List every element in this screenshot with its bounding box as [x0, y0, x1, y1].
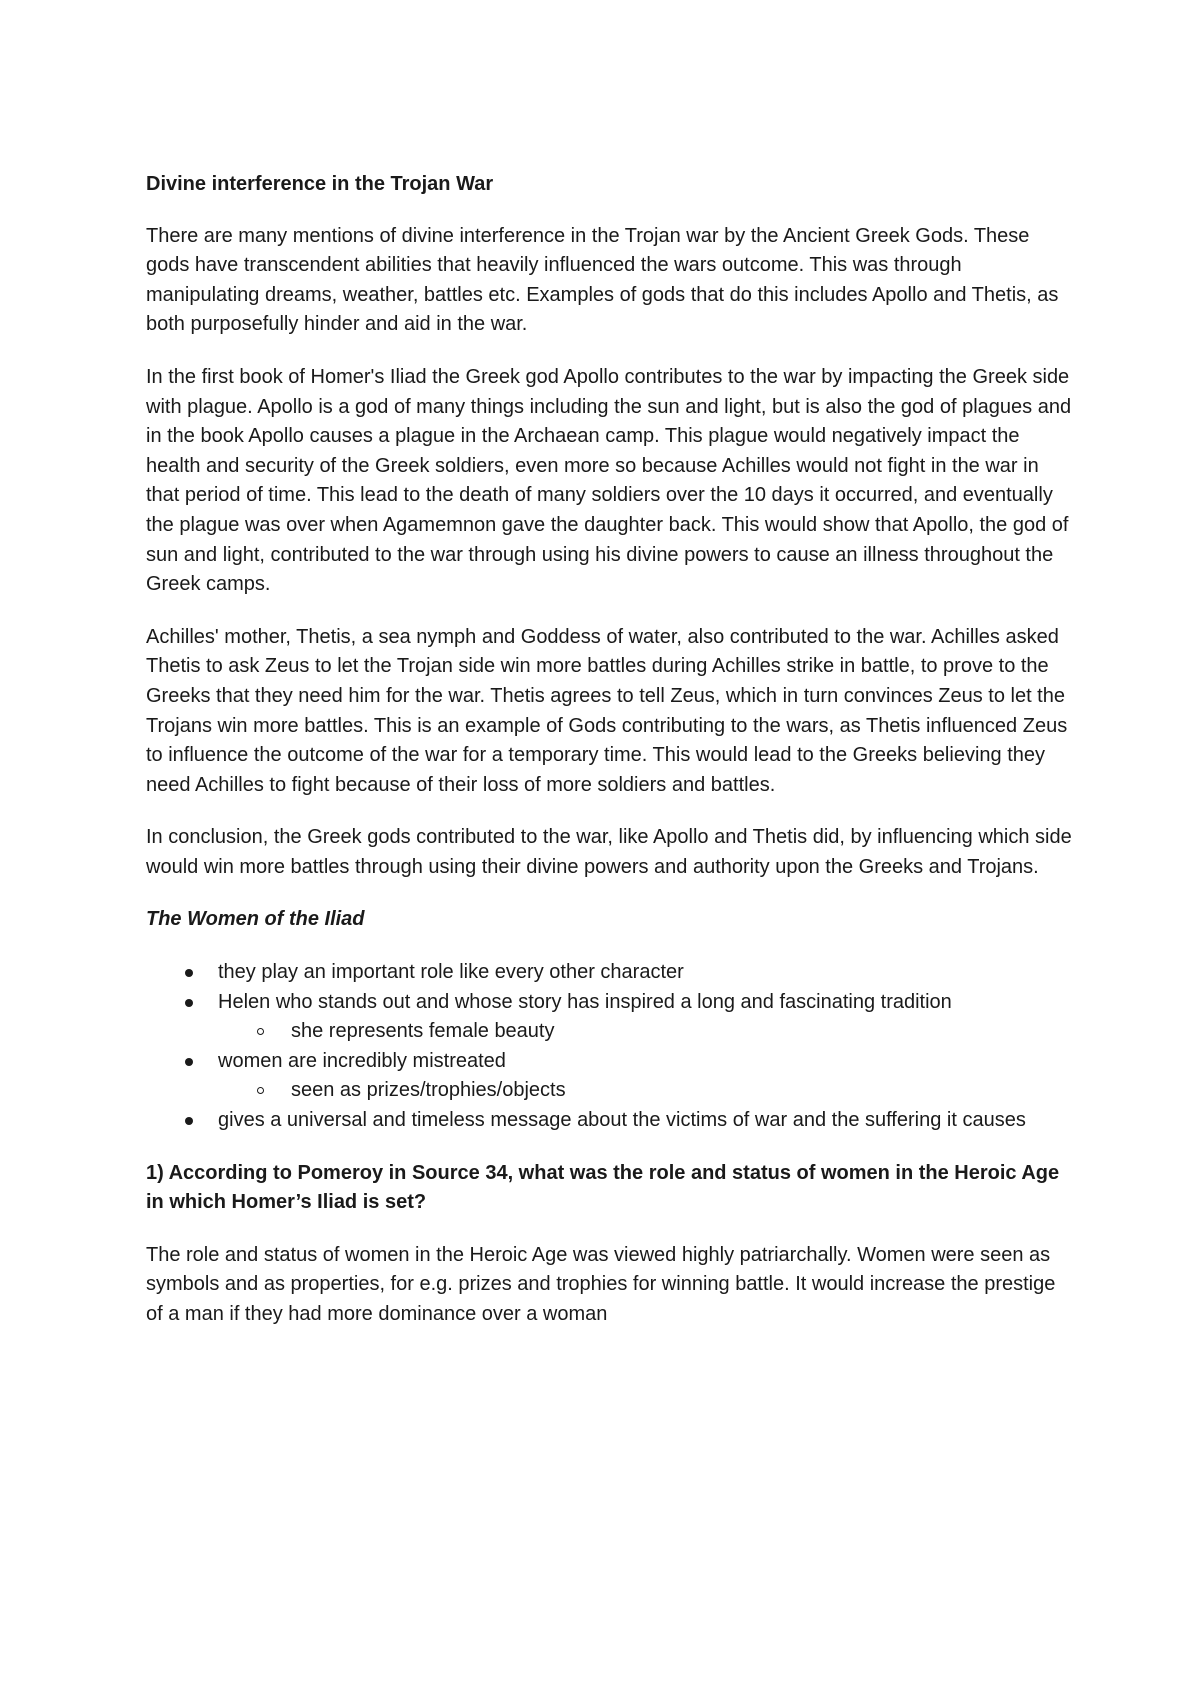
paragraph-thetis: Achilles' mother, Thetis, a sea nymph and Goddess of water, also contributed to the war. Achilles asked Thetis to ask Zeus to let the Trojan side win more battles during Achilles strike in battle, to prove to the Greeks that they need him for the war. Thetis agrees to tell Zeus, which in turn convinces Zeus to let the Trojans win more battles. This is an example of Gods contributing to the wars, as Thetis influenced Zeus to influence the outcome of the war for a temporary time. This would lead to the Greeks believing they need Achilles to fight because of their loss of more soldiers and battles.	[146, 625, 1068, 796]
sub-list-item	[218, 1017, 1076, 1047]
document-body	[146, 170, 1076, 1353]
bullet-icon	[185, 1117, 193, 1125]
bullet-icon	[185, 999, 193, 1007]
list-item-text: women are incredibly mistreated	[218, 1049, 506, 1072]
paragraph-intro: There are many mentions of divine interference in the Trojan war by the Ancient Greek Gods. These gods have transcendent abilities that heavily influenced the wars outcome. This was through manipulating dreams, weather, battles etc. Examples of gods that do this includes Apollo and Thetis, as both purposefully hinder and aid in the war.	[146, 224, 1059, 336]
paragraph-answer: The role and status of women in the Heroic Age was viewed highly patriarchally. Women were seen as symbols and as properties, for e.g. prizes and trophies for winning battle. It would increase the prestige of a man if they had more dominance over a woman	[146, 1243, 1056, 1325]
sub-list	[218, 1017, 1076, 1047]
paragraph-apollo: In the first book of Homer's Iliad the Greek god Apollo contributes to the war by impacting the Greek side with plague. Apollo is a god of many things including the sun and light, but is also the god of plagues and in the book Apollo causes a plague in the Archaean camp. This plague would negatively impact the health and security of the Greek soldiers, even more so because Achilles would not fight in the war in that period of time. This lead to the death of many soldiers over the 10 days it occurred, and eventually the plague was over when Agamemnon gave the daughter back. This would show that Apollo, the god of sun and light, contributed to the war through using his divine powers to cause an illness throughout the Greek camps.	[146, 365, 1072, 596]
sub-list-item-text: she represents female beauty	[291, 1020, 555, 1043]
circle-bullet-icon	[257, 1087, 264, 1094]
document-title: Divine interference in the Trojan War	[146, 173, 494, 195]
bullet-list	[146, 958, 1076, 1136]
paragraph-conclusion: In conclusion, the Greek gods contributed to the war, like Apollo and Thetis did, by influencing which side would win more battles through using their divine powers and authority upon the Greeks and Trojans.	[146, 826, 1072, 878]
sub-list-item-text: seen as prizes/trophies/objects	[291, 1079, 566, 1102]
bullet-icon	[185, 1058, 193, 1066]
list-item-text: they play an important role like every other character	[218, 961, 684, 984]
section-title-women: The Women of the Iliad	[146, 908, 365, 931]
list-item	[146, 1106, 1076, 1136]
list-item	[146, 988, 1076, 1047]
bullet-icon	[185, 969, 193, 977]
list-item-text: gives a universal and timeless message about the victims of war and the suffering it causes	[218, 1109, 1026, 1132]
sub-list-item	[218, 1076, 1076, 1106]
list-item	[146, 958, 1076, 988]
question-heading: 1) According to Pomeroy in Source 34, what was the role and status of women in the Heroic Age in which Homer’s Iliad is set?	[146, 1161, 1060, 1214]
list-item-text: Helen who stands out and whose story has inspired a long and fascinating tradition	[218, 990, 952, 1013]
sub-list	[218, 1076, 1076, 1106]
circle-bullet-icon	[257, 1028, 264, 1035]
list-item	[146, 1047, 1076, 1106]
